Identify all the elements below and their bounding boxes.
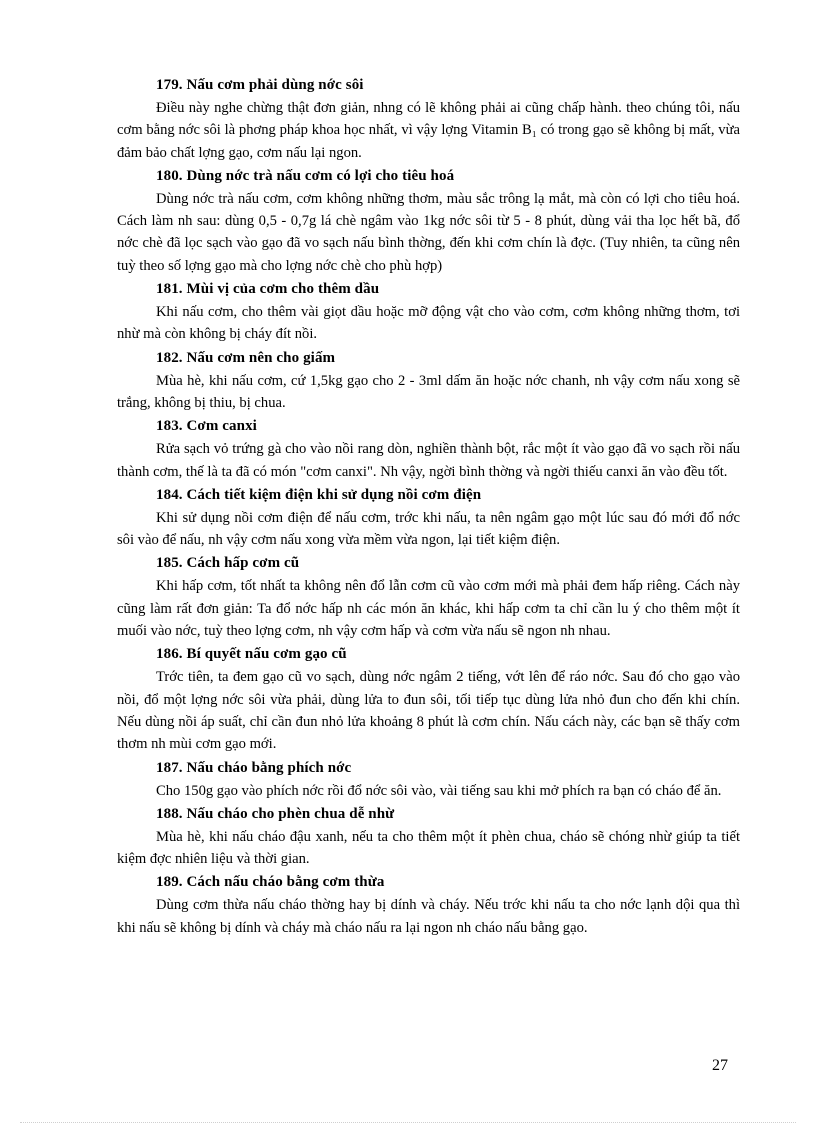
section-heading: 189. Cách nấu cháo bằng cơm thừa	[156, 874, 385, 891]
section-181	[117, 278, 740, 346]
section-body: Rửa sạch vỏ trứng gà cho vào nồi rang dòn, nghiền thành bột, rắc một ít vào gạo đã vo sạch rồi nấu thành cơm, thế là ta đã có món "cơm canxi". Nh vậy, ngời bình thờng và ngời thiếu canxi ăn vào đều tốt.	[117, 441, 740, 480]
section-heading: 179. Nấu cơm phải dùng nớc sôi	[156, 77, 364, 93]
section-183	[117, 415, 740, 483]
section-body: Trớc tiên, ta đem gạo cũ vo sạch, dùng nớc ngâm 2 tiếng, vớt lên để ráo nớc. Sau đó cho gạo vào nồi, đổ một lợng nớc sôi vừa phải, dùng lửa to đun sôi, tối tiếp tục dùng lửa nhỏ đun cho đến khi chín. Nếu dùng nồi áp suất, chỉ cần đun nhỏ lửa khoảng 8 phút là cơm chín. Nấu cách này, các bạn sẽ thấy cơm thơm nh mùi cơm gạo mới.	[117, 669, 740, 753]
section-182	[117, 347, 740, 415]
section-body: Khi nấu cơm, cho thêm vài giọt dầu hoặc mỡ động vật cho vào cơm, cơm không những thơm, tơi nhừ mà còn không bị cháy đít nồi.	[117, 304, 740, 343]
section-body: Mùa hè, khi nấu cháo đậu xanh, nếu ta cho thêm một ít phèn chua, cháo sẽ chóng nhừ giúp ta tiết kiệm đợc nhiên liệu và thời gian.	[117, 828, 740, 868]
section-heading: 185. Cách hấp cơm cũ	[156, 555, 300, 572]
document-page	[117, 74, 740, 940]
section-body: Mùa hè, khi nấu cơm, cứ 1,5kg gạo cho 2 - 3ml dấm ăn hoặc nớc chanh, nh vậy cơm nấu xong sẽ trắng, không bị thiu, bị chua.	[117, 372, 740, 411]
section-186	[117, 643, 740, 755]
section-heading: 180. Dùng nớc trà nấu cơm có lợi cho tiêu hoá	[156, 167, 455, 184]
section-heading: 184. Cách tiết kiệm điện khi sử dụng nồi cơm điện	[156, 486, 482, 503]
section-heading: 186. Bí quyết nấu cơm gạo cũ	[156, 646, 347, 663]
section-body: Điều này nghe chừng thật đơn giản, nhng có lẽ không phải ai cũng chấp hành. theo chúng tôi, nấu cơm bằng nớc sôi là phơng pháp khoa học nhất, vì vậy lợng Vitamin B₁ có trong gạo sẽ không bị mất, vừa đảm bảo chất lợng gạo, cơm nấu lại ngon.	[117, 100, 740, 161]
section-180	[117, 165, 740, 277]
section-184	[117, 484, 740, 552]
section-189	[117, 871, 740, 939]
section-heading: 187. Nấu cháo bằng phích nớc	[156, 759, 352, 776]
section-body: Dùng cơm thừa nấu cháo thờng hay bị dính và cháy. Nếu trớc khi nấu ta cho nớc lạnh dội qua thì khi nấu sẽ không bị dính và cháy mà cháo nấu ra lại ngon nh cháo nấu bằng gạo.	[117, 897, 740, 936]
section-179	[117, 74, 740, 164]
section-heading: 182. Nấu cơm nên cho giấm	[156, 349, 336, 366]
section-body: Cho 150g gạo vào phích nớc rồi đổ nớc sôi vào, vài tiếng sau khi mở phích ra bạn có cháo để ăn.	[156, 782, 722, 799]
section-185	[117, 552, 740, 642]
section-body: Khi hấp cơm, tốt nhất ta không nên đổ lẫn cơm cũ vào cơm mới mà phải đem hấp riêng. Cách này cũng làm rất đơn giản: Ta đổ nớc hấp nh các món ăn khác, khi hấp cơm ta chỉ cần lu ý cho thêm một ít muối vào nớc, tuỳ theo lợng cơm, nh vậy cơm hấp và cơm vừa nấu sẽ ngon nh nhau.	[117, 578, 740, 640]
section-body: Khi sử dụng nồi cơm điện để nấu cơm, trớc khi nấu, ta nên ngâm gạo một lúc sau đó mới đổ nớc sôi vào để nấu, nh vậy cơm nấu xong vừa mềm vừa ngon, lại tiết kiệm điện.	[117, 509, 740, 549]
section-body: Dùng nớc trà nấu cơm, cơm không những thơm, màu sắc trông lạ mắt, mà còn có lợi cho tiêu hoá. Cách làm nh sau: dùng 0,5 - 0,7g lá chè ngâm vào 1kg nớc sôi từ 5 - 8 phút, dùng vải tha lọc hết bã, đổ nớc chè đã lọc sạch vào gạo đã vo sạch nấu bình thờng, đến khi cơm chín là đợc. (Tuy nhiên, ta cũng nên tuỳ theo số lợng gạo mà cho lợng nớc chè cho phù hợp)	[117, 190, 740, 274]
section-188	[117, 803, 740, 871]
section-heading: 181. Mùi vị của cơm cho thêm dầu	[156, 281, 380, 298]
page-number: 27	[712, 1057, 728, 1074]
section-187	[117, 757, 740, 802]
section-heading: 183. Cơm canxi	[156, 418, 257, 435]
section-heading: 188. Nấu cháo cho phèn chua dễ nhừ	[156, 805, 395, 822]
